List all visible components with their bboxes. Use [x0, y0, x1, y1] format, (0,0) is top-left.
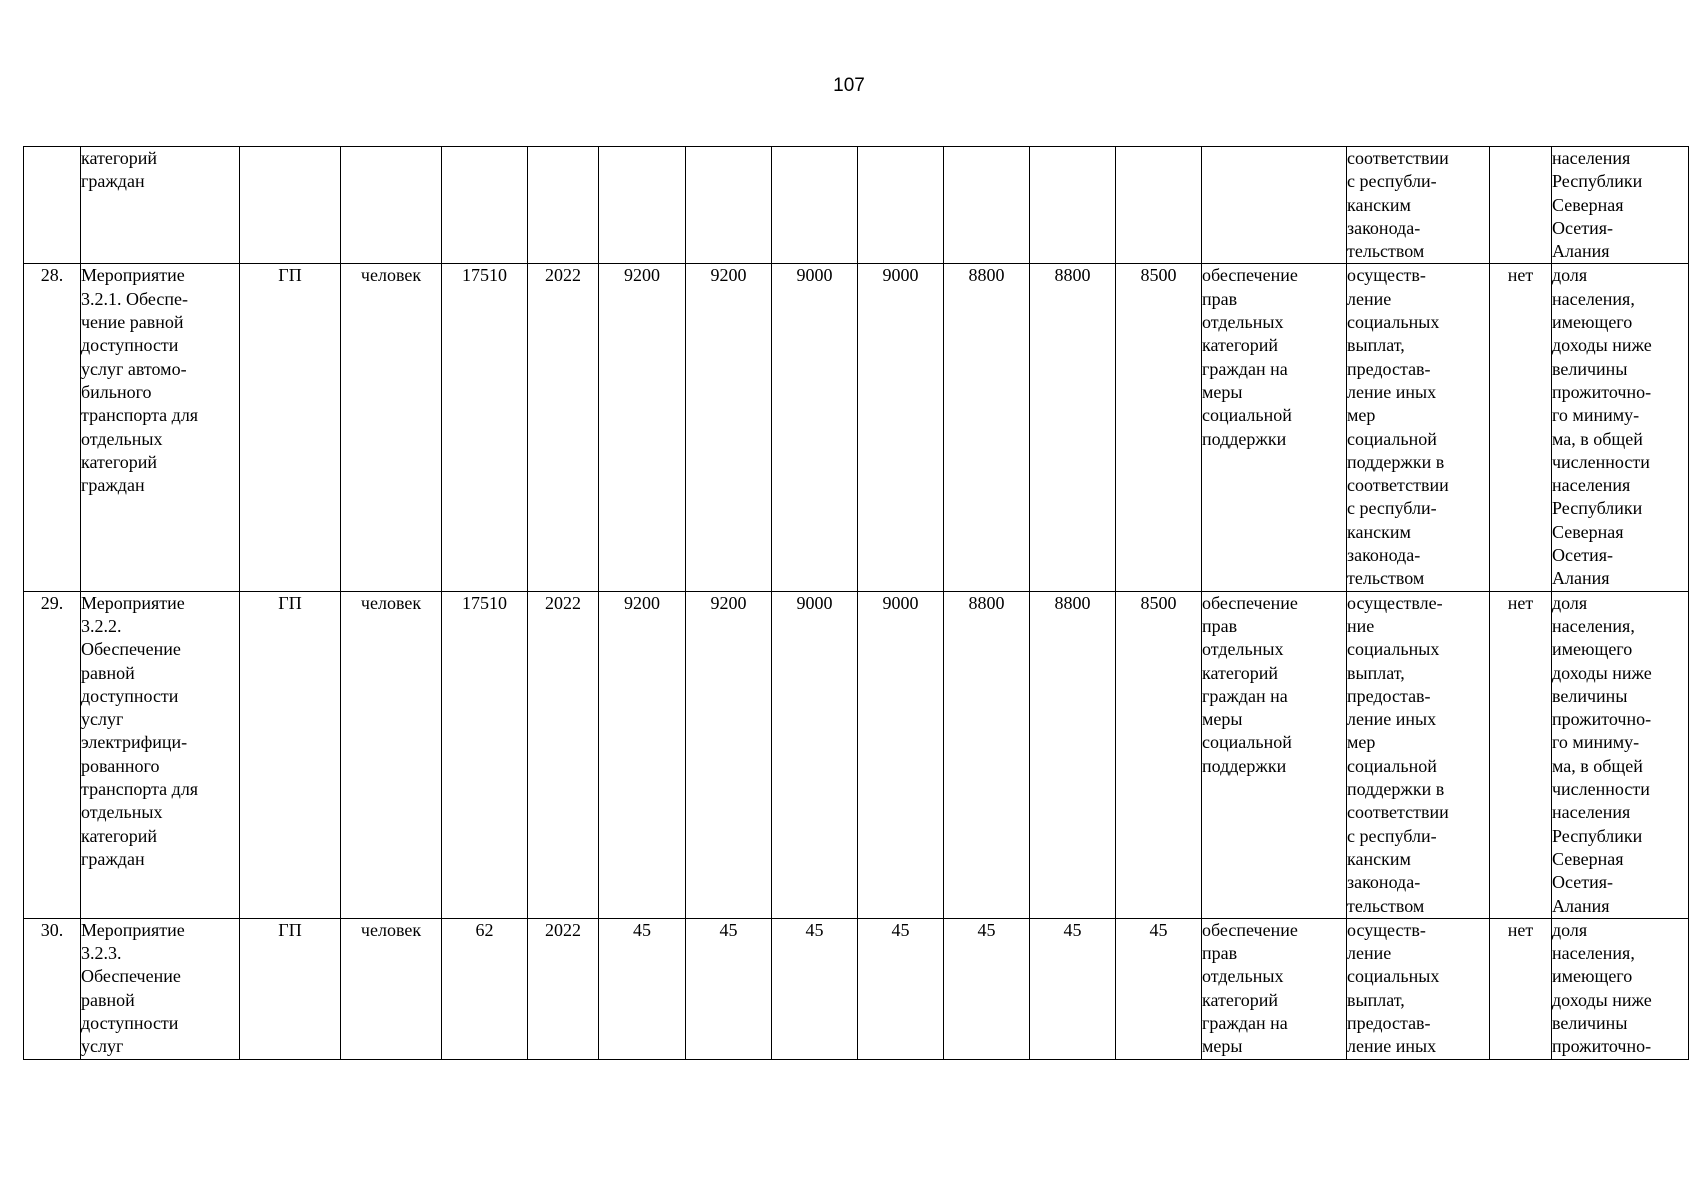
cell-responsible: ГП	[240, 591, 341, 918]
cell-value: 45	[944, 918, 1030, 1059]
cell-base-year: 2022	[528, 918, 599, 1059]
table-row	[24, 918, 1689, 1059]
cell-value: 9000	[858, 591, 944, 918]
cell-value: 45	[772, 918, 858, 1059]
cell-value: 8800	[944, 264, 1030, 591]
cell-value	[944, 147, 1030, 264]
cell-value: 8800	[1030, 264, 1116, 591]
cell-indicator: доля населения, имеющего доходы ниже величины прожиточно-	[1552, 918, 1689, 1059]
cell-link: нет	[1490, 918, 1552, 1059]
cell-link: нет	[1490, 264, 1552, 591]
cell-value	[772, 147, 858, 264]
cell-name: Мероприятие 3.2.1. Обеспе- чение равной доступности услуг автомо- бильного транспорта для отдельных категорий граждан	[81, 264, 240, 591]
cell-responsible: ГП	[240, 918, 341, 1059]
cell-value: 9000	[772, 264, 858, 591]
table-body	[24, 147, 1689, 1060]
page-number: 107	[833, 75, 865, 96]
cell-activity: соответствии с республи- канским законода- тельством	[1347, 147, 1490, 264]
cell-value: 45	[858, 918, 944, 1059]
cell-name: Мероприятие 3.2.3. Обеспечение равной доступности услуг	[81, 918, 240, 1059]
table-row	[24, 147, 1689, 264]
cell-value: 45	[1030, 918, 1116, 1059]
cell-base-value: 17510	[442, 264, 528, 591]
cell-result: обеспечение прав отдельных категорий граждан на меры социальной поддержки	[1202, 264, 1347, 591]
cell-value: 45	[1116, 918, 1202, 1059]
cell-value	[1116, 147, 1202, 264]
cell-value: 8800	[1030, 591, 1116, 918]
cell-indicator: доля населения, имеющего доходы ниже величины прожиточно- го миниму- ма, в общей численности населения Республики Северная Осетия- Алания	[1552, 264, 1689, 591]
measures-table	[23, 146, 1689, 1060]
cell-base-year	[528, 147, 599, 264]
cell-link	[1490, 147, 1552, 264]
cell-value: 8500	[1116, 264, 1202, 591]
cell-num	[24, 147, 81, 264]
cell-activity: осуществ- ление социальных выплат, предостав- ление иных мер социальной поддержки в соответствии с республи- канским законода- тельством	[1347, 264, 1490, 591]
cell-responsible	[240, 147, 341, 264]
cell-value: 8500	[1116, 591, 1202, 918]
table-row	[24, 264, 1689, 591]
table-row	[24, 591, 1689, 918]
cell-unit: человек	[341, 264, 442, 591]
cell-result	[1202, 147, 1347, 264]
cell-unit: человек	[341, 918, 442, 1059]
cell-value: 9000	[858, 264, 944, 591]
cell-value	[1030, 147, 1116, 264]
cell-value: 8800	[944, 591, 1030, 918]
cell-num: 29.	[24, 591, 81, 918]
cell-unit	[341, 147, 442, 264]
cell-base-value	[442, 147, 528, 264]
cell-base-year: 2022	[528, 264, 599, 591]
cell-responsible: ГП	[240, 264, 341, 591]
cell-value	[599, 147, 686, 264]
cell-name: категорий граждан	[81, 147, 240, 264]
cell-value	[686, 147, 772, 264]
cell-value	[858, 147, 944, 264]
cell-value: 9200	[686, 591, 772, 918]
cell-base-value: 62	[442, 918, 528, 1059]
cell-num: 30.	[24, 918, 81, 1059]
cell-base-year: 2022	[528, 591, 599, 918]
cell-value: 9200	[599, 591, 686, 918]
cell-result: обеспечение прав отдельных категорий граждан на меры	[1202, 918, 1347, 1059]
cell-value: 9000	[772, 591, 858, 918]
cell-num: 28.	[24, 264, 81, 591]
cell-value: 45	[599, 918, 686, 1059]
cell-activity: осуществ- ление социальных выплат, предостав- ление иных	[1347, 918, 1490, 1059]
cell-indicator: населения Республики Северная Осетия- Алания	[1552, 147, 1689, 264]
cell-result: обеспечение прав отдельных категорий граждан на меры социальной поддержки	[1202, 591, 1347, 918]
cell-value: 9200	[599, 264, 686, 591]
cell-indicator: доля населения, имеющего доходы ниже величины прожиточно- го миниму- ма, в общей численности населения Республики Северная Осетия- Алания	[1552, 591, 1689, 918]
cell-base-value: 17510	[442, 591, 528, 918]
cell-link: нет	[1490, 591, 1552, 918]
cell-activity: осуществле- ние социальных выплат, предостав- ление иных мер социальной поддержки в соответствии с республи- канским законода- тельством	[1347, 591, 1490, 918]
cell-unit: человек	[341, 591, 442, 918]
cell-value: 45	[686, 918, 772, 1059]
cell-value: 9200	[686, 264, 772, 591]
cell-name: Мероприятие 3.2.2. Обеспечение равной доступности услуг электрифици- рованного транспорта для отдельных категорий граждан	[81, 591, 240, 918]
